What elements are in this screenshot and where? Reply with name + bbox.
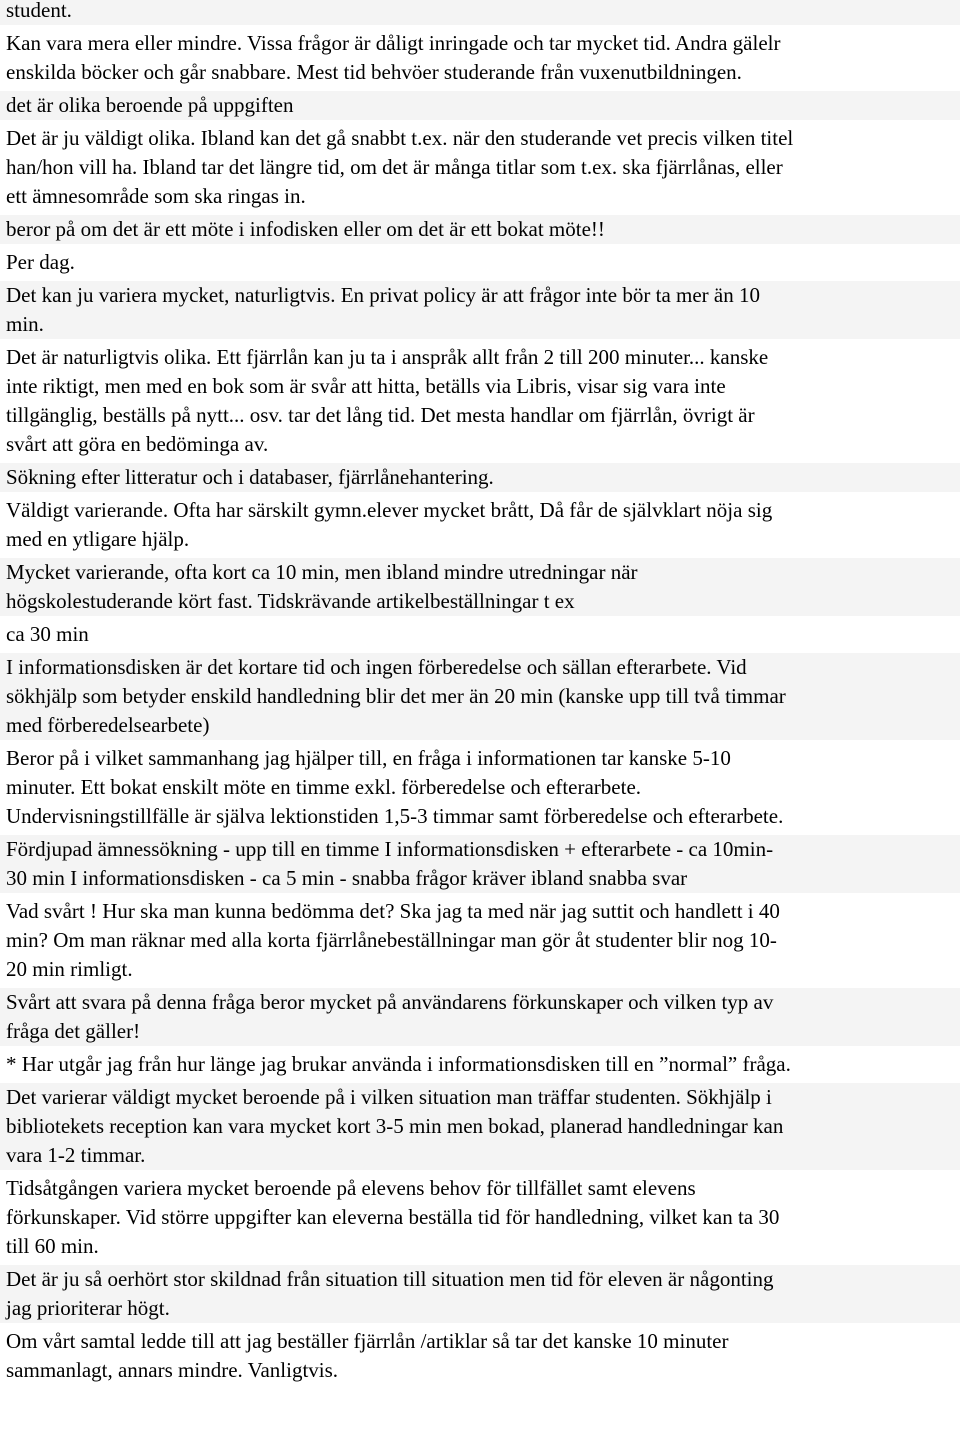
response-text-line: Det kan ju variera mycket, naturligtvis. En privat policy är att frågor inte bör ta mer än 10 <box>6 283 760 307</box>
response-row <box>0 463 960 492</box>
response-row <box>0 29 960 87</box>
response-text-line: Det är ju väldigt olika. Ibland kan det gå snabbt t.ex. när den studerande vet precis vilken titel <box>6 126 794 150</box>
response-text-line: ett ämnesområde som ska ringas in. <box>6 184 306 208</box>
response-text-line: Det är naturligtvis olika. Ett fjärrlån kan ju ta i anspråk allt från 2 till 200 minuter... kanske <box>6 345 769 369</box>
response-row <box>0 1327 960 1385</box>
response-text-line: sammanlagt, annars mindre. Vanligtvis. <box>6 1358 339 1382</box>
response-row <box>0 1174 960 1261</box>
response-text-line: tillgänglig, beställs på nytt... osv. tar det lång tid. Det mesta handlar om fjärrlån, övrigt är <box>6 403 755 427</box>
response-text-line: min. <box>6 312 44 336</box>
response-row <box>0 343 960 459</box>
response-row <box>0 91 960 120</box>
response-text-line: jag prioriterar högt. <box>6 1296 170 1320</box>
response-text-line: Undervisningstillfälle är själva lektionstiden 1,5-3 timmar samt förberedelse och efterarbete. <box>6 804 784 828</box>
response-text-line: minuter. Ett bokat enskilt möte en timme exkl. förberedelse och efterarbete. <box>6 775 642 799</box>
response-text-line: till 60 min. <box>6 1234 99 1258</box>
response-row <box>0 744 960 831</box>
response-text-line: högskolestuderande kört fast. Tidskrävande artikelbeställningar t ex <box>6 589 575 613</box>
response-text-line: Om vårt samtal ledde till att jag beställer fjärrlån /artiklar så tar det kanske 10 minuter <box>6 1329 729 1353</box>
response-text-line: sökhjälp som betyder enskild handledning blir det mer än 20 min (kanske upp till två timmar <box>6 684 786 708</box>
response-text-line: enskilda böcker och går snabbare. Mest tid behvöer studerande från vuxenutbildningen. <box>6 60 742 84</box>
response-text-line: Per dag. <box>6 250 75 274</box>
response-row <box>0 1265 960 1323</box>
response-row <box>0 124 960 211</box>
response-row <box>0 215 960 244</box>
response-text-line: svårt att göra en bedöminga av. <box>6 432 269 456</box>
response-text-line: 30 min I informationsdisken - ca 5 min - snabba frågor kräver ibland snabba svar <box>6 866 688 890</box>
response-text-line: inte riktigt, men med en bok som är svår att hitta, betälls via Libris, visar sig vara inte <box>6 374 726 398</box>
response-text-line: Fördjupad ämnessökning - upp till en timme I informationsdisken + efterarbete - ca 10min- <box>6 837 774 861</box>
response-text-line: Kan vara mera eller mindre. Vissa frågor är dåligt inringade och tar mycket tid. Andra gälelr <box>6 31 781 55</box>
response-text-line: Väldigt varierande. Ofta har särskilt gymn.elever mycket brått, Då får de självklart nöja sig <box>6 498 773 522</box>
response-text-line: med förberedelsearbete) <box>6 713 210 737</box>
response-row <box>0 248 960 277</box>
response-text-line: Sökning efter litteratur och i databaser, fjärrlånehantering. <box>6 465 494 489</box>
response-row <box>0 897 960 984</box>
response-text-line: Svårt att svara på denna fråga beror mycket på användarens förkunskaper och vilken typ av <box>6 990 774 1014</box>
response-text-line: * Har utgår jag från hur länge jag brukar använda i informationsdisken till en ”normal” fråga. <box>6 1052 791 1076</box>
response-text-line: student. <box>6 0 72 22</box>
response-text-line: fråga det gäller! <box>6 1019 141 1043</box>
response-row <box>0 1083 960 1170</box>
response-text-line: 20 min rimligt. <box>6 957 133 981</box>
response-text-line: Beror på i vilket sammanhang jag hjälper till, en fråga i informationen tar kanske 5-10 <box>6 746 731 770</box>
response-text-line: han/hon vill ha. Ibland tar det längre tid, om det är många titlar som t.ex. ska fjärrlånas, eller <box>6 155 783 179</box>
response-row <box>0 988 960 1046</box>
response-text-line: ca 30 min <box>6 622 89 646</box>
response-row <box>0 1050 960 1079</box>
response-row <box>0 496 960 554</box>
response-text-line: med en ytligare hjälp. <box>6 527 190 551</box>
response-row <box>0 281 960 339</box>
response-text-line: det är olika beroende på uppgiften <box>6 93 294 117</box>
response-text-line: min? Om man räknar med alla korta fjärrlånebeställningar man gör åt studenter blir nog 10- <box>6 928 777 952</box>
response-text-line: Vad svårt ! Hur ska man kunna bedömma det? Ska jag ta med när jag suttit och handlett i 40 <box>6 899 780 923</box>
response-text-line: Tidsåtgången variera mycket beroende på elevens behov för tillfället samt elevens <box>6 1176 696 1200</box>
response-row <box>0 653 960 740</box>
response-text-line: Mycket varierande, ofta kort ca 10 min, men ibland mindre utredningar när <box>6 560 638 584</box>
response-text-line: Det är ju så oerhört stor skildnad från situation till situation men tid för eleven är någonting <box>6 1267 774 1291</box>
response-text-line: förkunskaper. Vid större uppgifter kan eleverna beställa tid för handledning, vilket kan ta 30 <box>6 1205 780 1229</box>
response-row <box>0 835 960 893</box>
response-text-line: vara 1-2 timmar. <box>6 1143 146 1167</box>
response-row <box>0 620 960 649</box>
response-row <box>0 0 960 25</box>
response-text-line: I informationsdisken är det kortare tid och ingen förberedelse och sällan efterarbete. Vid <box>6 655 747 679</box>
response-text-line: Det varierar väldigt mycket beroende på i vilken situation man träffar studenten. Sökhjälp i <box>6 1085 772 1109</box>
response-row <box>0 558 960 616</box>
response-text-line: beror på om det är ett möte i infodisken eller om det är ett bokat möte!! <box>6 217 605 241</box>
response-text-line: bibliotekets reception kan vara mycket kort 3-5 min men bokad, planerad handledningar kan <box>6 1114 784 1138</box>
